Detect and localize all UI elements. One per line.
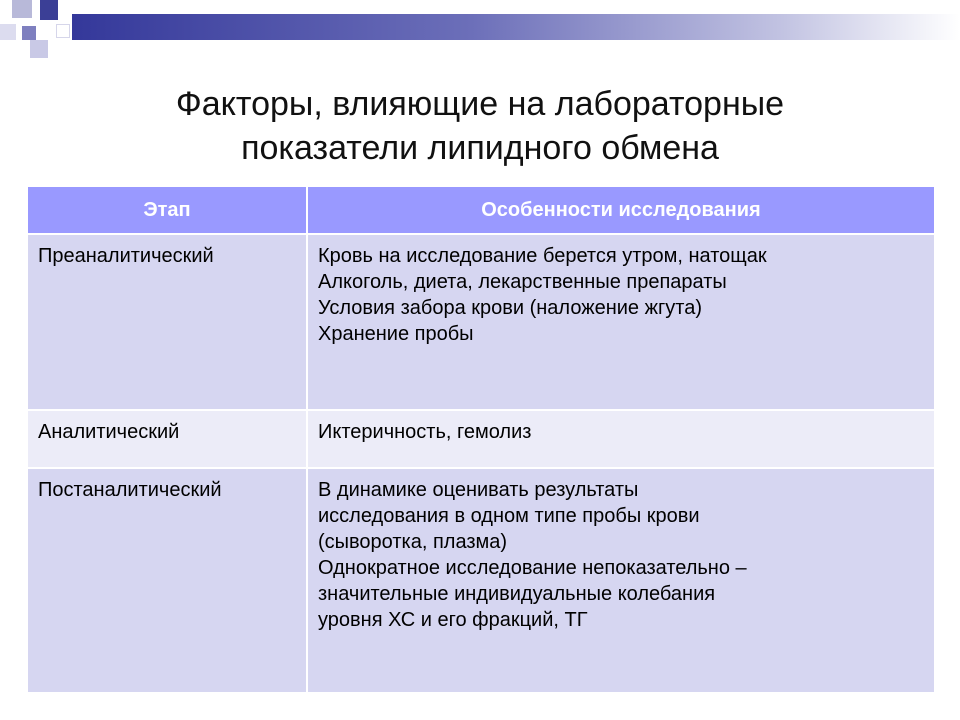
- stage-cell: Преаналитический: [27, 234, 307, 410]
- header-gradient-bar: [72, 14, 960, 40]
- detail-line: (сыворотка, плазма): [318, 531, 508, 553]
- detail-line: уровня ХС и его фракций, ТГ: [318, 609, 588, 631]
- detail-line: значительные индивидуальные колебания: [318, 583, 716, 605]
- details-cell: [307, 234, 935, 410]
- detail-line: Условия забора крови (наложение жгута): [318, 297, 703, 319]
- stage-cell: Постаналитический: [27, 468, 307, 693]
- table-row: [27, 468, 935, 693]
- decor-square: [56, 24, 70, 38]
- detail-line: Алкоголь, диета, лекарственные препараты: [318, 271, 727, 293]
- header-stage: Этап: [27, 186, 307, 234]
- decor-square: [30, 40, 48, 58]
- detail-line: В динамике оценивать результаты: [318, 479, 639, 501]
- table-header-row: [27, 186, 935, 234]
- detail-line: Хранение пробы: [318, 323, 474, 345]
- factors-table: [26, 185, 936, 694]
- table-row: [27, 410, 935, 468]
- slide-title-line1: Факторы, влияющие на лабораторные: [175, 85, 785, 123]
- decor-square: [40, 0, 58, 20]
- slide-title-line2: показатели липидного обмена: [241, 129, 719, 167]
- detail-line: Кровь на исследование берется утром, натощак: [318, 245, 767, 267]
- decor-square: [0, 24, 16, 40]
- decor-square: [22, 26, 36, 40]
- header-details: Особенности исследования: [307, 186, 935, 234]
- table-row: [27, 234, 935, 410]
- detail-line: Иктеричность, гемолиз: [318, 421, 532, 443]
- slide-title: [80, 82, 880, 170]
- stage-cell: Аналитический: [27, 410, 307, 468]
- details-cell: [307, 410, 935, 468]
- detail-line: Однократное исследование непоказательно –: [318, 557, 747, 579]
- detail-line: исследования в одном типе пробы крови: [318, 505, 700, 527]
- details-cell: [307, 468, 935, 693]
- decor-square: [12, 0, 32, 18]
